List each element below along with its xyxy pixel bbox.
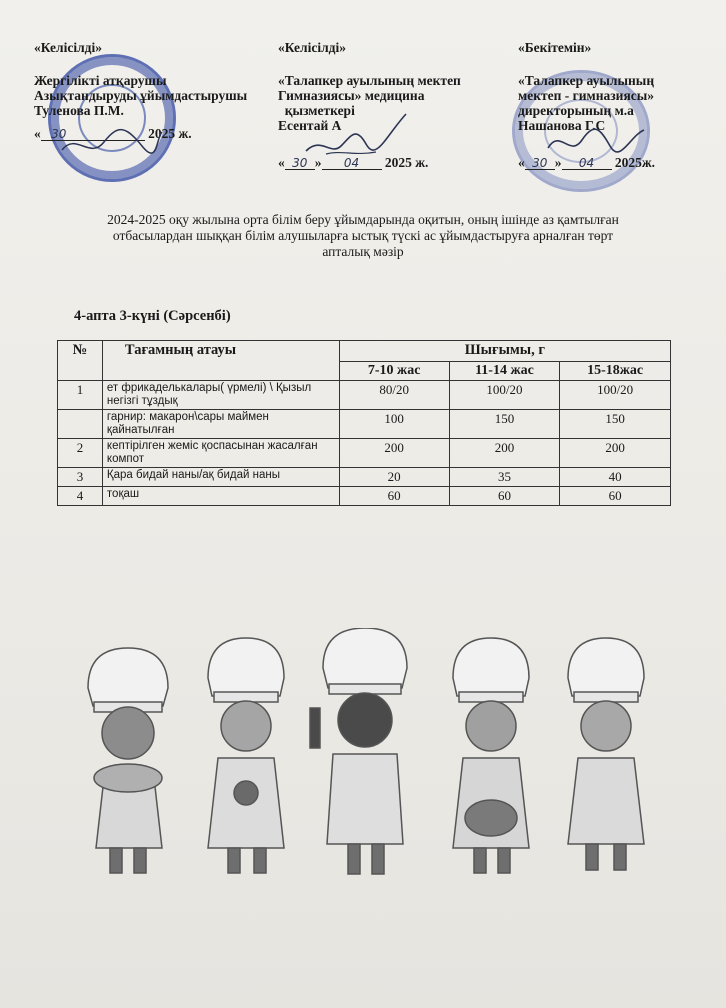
column-header-dish-name: Тағамның атауы — [102, 341, 339, 381]
dish-name: кептірілген жеміс қоспасынан жасалған компот — [102, 439, 339, 468]
approval-header: «Бекітемін» — [518, 40, 592, 55]
table-row — [58, 439, 671, 468]
approval-line: Гимназиясы» медицина — [278, 88, 425, 103]
date-month: 04 — [322, 156, 382, 170]
dish-name: ет фрикаделькалары( үрмелі) \ Қызыл негізгі тұздық — [102, 381, 339, 410]
approval-line: директорының м.а — [518, 103, 634, 118]
yield-value: 150 — [449, 410, 560, 439]
dish-name: гарнир: макарон\сары маймен қайнатылған — [102, 410, 339, 439]
approval-date: « 30 » 04 2025ж. — [518, 155, 656, 170]
chef-child-figure — [310, 628, 407, 874]
date-month: 04 — [562, 156, 612, 170]
approval-line: мектеп - гимназиясы» — [518, 88, 655, 103]
row-number: 3 — [58, 468, 103, 487]
yield-value: 100/20 — [560, 381, 671, 410]
approval-line: Жергілікті атқарушы — [34, 73, 167, 88]
date-year: 2025ж. — [614, 155, 656, 170]
chef-child-figure — [568, 638, 644, 870]
date-year: 2025 ж. — [384, 155, 429, 170]
dish-name: тоқаш — [102, 487, 339, 506]
signature-medic — [296, 106, 416, 166]
date-prefix: « — [278, 155, 285, 170]
signature-organizer — [56, 112, 166, 167]
approval-header: «Келісілді» — [278, 40, 346, 55]
date-prefix: « — [34, 126, 41, 141]
date-day: 30 — [285, 156, 315, 170]
title-line: 2024-2025 оқу жылына орта білім беру ұйымдарында оқитын, оның ішінде аз қамтылған — [107, 212, 619, 227]
yield-value: 200 — [449, 439, 560, 468]
table-header-row — [58, 341, 671, 362]
date-prefix: « — [518, 155, 525, 170]
approval-line: «Талапкер ауылының — [518, 73, 655, 88]
yield-value: 200 — [339, 439, 449, 468]
age-group-header: 7-10 жас — [339, 362, 449, 381]
yield-value: 35 — [449, 468, 560, 487]
approval-line: Азықтандыруды ұйымдастырушы — [34, 88, 248, 103]
row-number: 1 — [58, 381, 103, 410]
kids-chefs-illustration — [78, 628, 658, 888]
yield-value: 100 — [339, 410, 449, 439]
week-day-label: 4-апта 3-күні (Сәрсенбі) — [74, 308, 231, 324]
dish-name: Қара бидай наны/ақ бидай наны — [102, 468, 339, 487]
yield-value: 100/20 — [449, 381, 560, 410]
chef-child-figure — [453, 638, 529, 873]
yield-value: 20 — [339, 468, 449, 487]
age-group-header: 15-18жас — [560, 362, 671, 381]
title-line: отбасылардан шыққан білім алушыларға ыстық түскі ас ұйымдастыруға арналған төрт — [112, 228, 614, 243]
table-row — [58, 487, 671, 506]
approval-date: « 30 » 04 2025 ж. — [278, 155, 429, 170]
chef-child-figure — [88, 648, 168, 873]
signature-director — [540, 118, 650, 168]
date-day: 30 — [41, 127, 77, 141]
approval-header: «Келісілді» — [34, 40, 102, 55]
approval-line: Нашанова Г.С — [518, 118, 606, 133]
menu-table — [57, 340, 671, 506]
row-number: 4 — [58, 487, 103, 506]
age-group-header: 11-14 жас — [449, 362, 560, 381]
table-row — [58, 410, 671, 439]
column-header-yield: Шығымы, г — [339, 341, 670, 362]
yield-value: 80/20 — [339, 381, 449, 410]
column-header-number: № — [58, 341, 103, 381]
yield-value: 60 — [339, 487, 449, 506]
table-row — [58, 381, 671, 410]
approval-line: қызметкері — [278, 103, 355, 118]
yield-value: 200 — [560, 439, 671, 468]
date-day: 30 — [525, 156, 555, 170]
yield-value: 60 — [449, 487, 560, 506]
approval-line: «Талапкер ауылының мектеп — [278, 73, 461, 88]
approval-line: Туленова П.М. — [34, 103, 124, 118]
yield-value: 150 — [560, 410, 671, 439]
approval-line: Есентай А — [278, 118, 342, 133]
chef-child-figure — [208, 638, 284, 873]
row-number: 2 — [58, 439, 103, 468]
title-line: апталық мәзір — [322, 244, 404, 259]
yield-value: 40 — [560, 468, 671, 487]
table-row — [58, 468, 671, 487]
menu-title — [60, 212, 666, 260]
row-number — [58, 410, 103, 439]
yield-value: 60 — [560, 487, 671, 506]
date-year: 2025 ж. — [148, 126, 192, 141]
